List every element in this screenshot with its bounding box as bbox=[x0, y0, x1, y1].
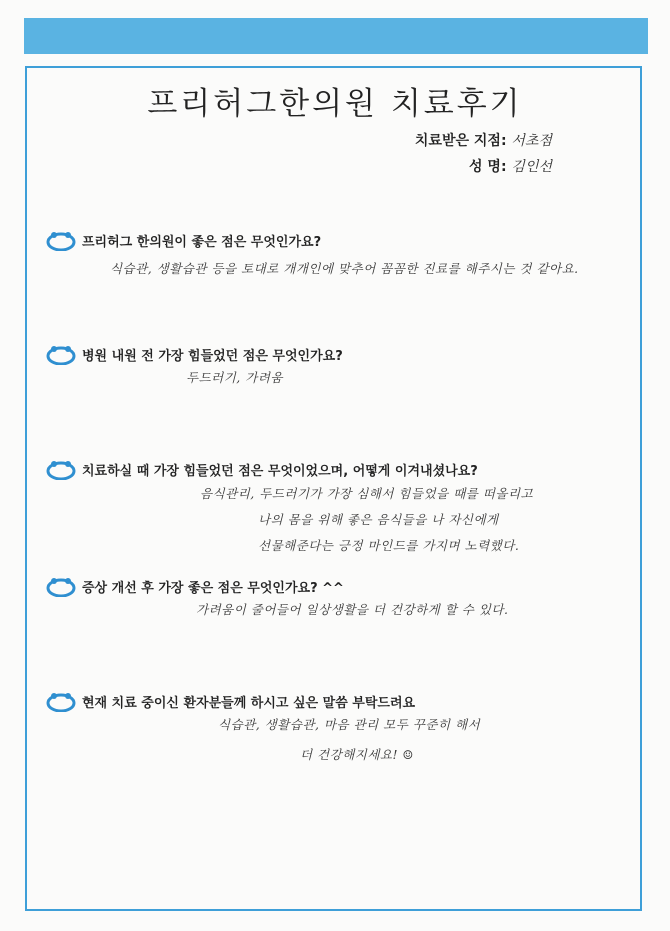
answer-3-line-3: 선물해준다는 긍정 마인드를 가지며 노력했다. bbox=[258, 538, 520, 553]
branch-label: 치료받은 지점: bbox=[414, 133, 507, 149]
question-2-text: 병원 내원 전 가장 힘들었던 점은 무엇인가요? bbox=[82, 348, 343, 364]
answer-4-line-1: 가려움이 줄어들어 일상생활을 더 건강하게 할 수 있다. bbox=[196, 602, 509, 617]
question-2 bbox=[46, 343, 343, 365]
name-label: 성 명: bbox=[469, 159, 507, 175]
freehug-logo-icon bbox=[46, 458, 76, 480]
freehug-logo-icon bbox=[46, 690, 76, 712]
question-3-text: 치료하실 때 가장 힘들었던 점은 무엇이었으며, 어떻게 이겨내셨나요? bbox=[82, 463, 478, 479]
question-4 bbox=[46, 575, 344, 597]
answer-3-line-1: 음식관리, 두드러기가 가장 심해서 힘들었을 때를 떠올리고 bbox=[200, 486, 534, 501]
answer-5-line-1: 식습관, 생활습관, 마음 관리 모두 꾸준히 해서 bbox=[218, 717, 481, 732]
question-5-text: 현재 치료 중이신 환자분들께 하시고 싶은 말씀 부탁드려요 bbox=[82, 695, 416, 711]
question-5 bbox=[46, 690, 415, 712]
question-1 bbox=[46, 229, 321, 251]
name-row bbox=[469, 156, 552, 176]
question-3 bbox=[46, 458, 478, 480]
answer-5-line-2-text: 더 건강해지세요! bbox=[300, 747, 399, 762]
question-1-text: 프리허그 한의원이 좋은 점은 무엇인가요? bbox=[82, 234, 322, 250]
freehug-logo-icon bbox=[46, 229, 76, 251]
question-4-text: 증상 개선 후 가장 좋은 점은 무엇인가요? ^^ bbox=[82, 580, 344, 596]
answer-3-line-2: 나의 몸을 위해 좋은 음식들을 나 자신에게 bbox=[258, 512, 499, 527]
answer-2-line-1: 두드러기, 가려움 bbox=[186, 370, 283, 385]
name-value: 김인선 bbox=[511, 159, 552, 175]
freehug-logo-icon bbox=[46, 343, 76, 365]
smile-icon: ☺ bbox=[402, 748, 414, 762]
answer-1-line-1: 식습관, 생활습관 등을 토대로 개개인에 맞추어 꼼꼼한 진료를 해주시는 것 같아요. bbox=[110, 261, 579, 276]
branch-value: 서초점 bbox=[511, 133, 552, 149]
page-title: 프리허그한의원 치료후기 bbox=[147, 86, 523, 122]
header-color-bar bbox=[24, 18, 648, 54]
branch-row bbox=[415, 130, 552, 150]
freehug-logo-icon bbox=[46, 575, 76, 597]
answer-5-line-2 bbox=[300, 742, 414, 768]
